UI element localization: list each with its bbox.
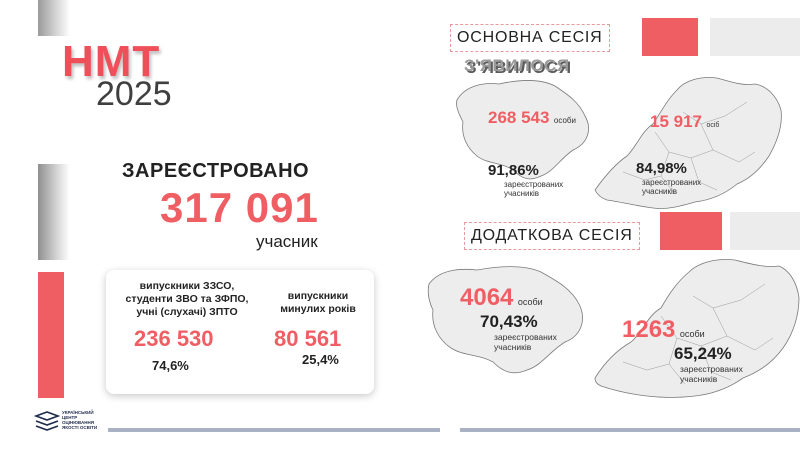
decor-red-block-mid	[660, 212, 722, 250]
main-ukraine-percent: 91,86%	[488, 162, 539, 179]
breakdown-card	[106, 270, 374, 394]
main-abroad-percent-label: зареєстрованих учасників	[642, 178, 702, 196]
main-session-title-box	[450, 24, 610, 52]
extra-ukraine-percent: 70,43%	[480, 312, 538, 331]
organization-logo	[34, 408, 104, 438]
decor-red-block-left	[38, 272, 64, 398]
extra-ukraine-unit: особи	[517, 297, 543, 307]
breakdown-percent-current: 74,6%	[152, 358, 189, 373]
registered-unit: учасник	[256, 232, 318, 251]
decor-gray-gradient-top	[38, 0, 70, 36]
extra-session-title-box	[464, 222, 640, 250]
decor-gray-block-mid	[730, 212, 800, 250]
breakdown-value-current: 236 530	[134, 326, 214, 351]
breakdown-percent-past: 25,4%	[302, 352, 339, 367]
main-abroad-count-group	[650, 112, 719, 132]
extra-ukraine-percent-label: зареєстрованих учасників	[494, 332, 557, 352]
main-session-title: ОСНОВНА СЕСІЯ	[457, 29, 603, 46]
extra-abroad-percent-label: зареєстрованих учасників	[680, 364, 743, 384]
extra-abroad-count: 1263	[622, 316, 676, 343]
breakdown-label-current: випускники ЗЗСО, студенти ЗВО та ЗФПО, учні (слухачі) ЗПТО	[125, 280, 249, 318]
extra-ukraine-count-group	[460, 284, 543, 312]
main-ukraine-count: 268 543	[488, 108, 550, 127]
extra-abroad-unit: особи	[679, 329, 705, 339]
decor-gray-gradient-mid	[38, 164, 70, 260]
divider-line-left	[108, 428, 440, 432]
extra-abroad-percent: 65,24%	[674, 344, 732, 363]
page-title: НМТ	[62, 37, 161, 86]
decor-gray-block-top	[710, 18, 800, 56]
registered-label: ЗАРЕЄСТРОВАНО	[122, 160, 310, 182]
divider-line-right	[460, 428, 800, 432]
extra-ukraine-count: 4064	[460, 284, 514, 311]
extra-abroad-count-group	[622, 316, 705, 344]
breakdown-value-past: 80 561	[274, 326, 342, 351]
decor-red-block-top	[642, 18, 698, 56]
registered-value: 317 091	[160, 184, 319, 231]
main-abroad-percent: 84,98%	[636, 160, 687, 177]
extra-session-title: ДОДАТКОВА СЕСІЯ	[471, 227, 633, 244]
main-session-subtitle: З'ЯВИЛОСЯ	[464, 56, 570, 75]
main-ukraine-unit: особи	[553, 116, 576, 125]
page-year: 2025	[96, 75, 172, 113]
logo-text: УКРАЇНСЬКИЙ ЦЕНТР ОЦІНЮВАННЯ ЯКОСТІ ОСВІТИ	[62, 410, 98, 430]
main-abroad-unit: осіб	[706, 122, 720, 129]
main-ukraine-count-group	[488, 108, 576, 128]
main-ukraine-percent-label: зареєстрованих учасників	[504, 180, 564, 198]
breakdown-label-past: випускники минулих років	[280, 290, 356, 315]
logo-icon	[34, 410, 60, 436]
main-abroad-count: 15 917	[650, 112, 702, 131]
